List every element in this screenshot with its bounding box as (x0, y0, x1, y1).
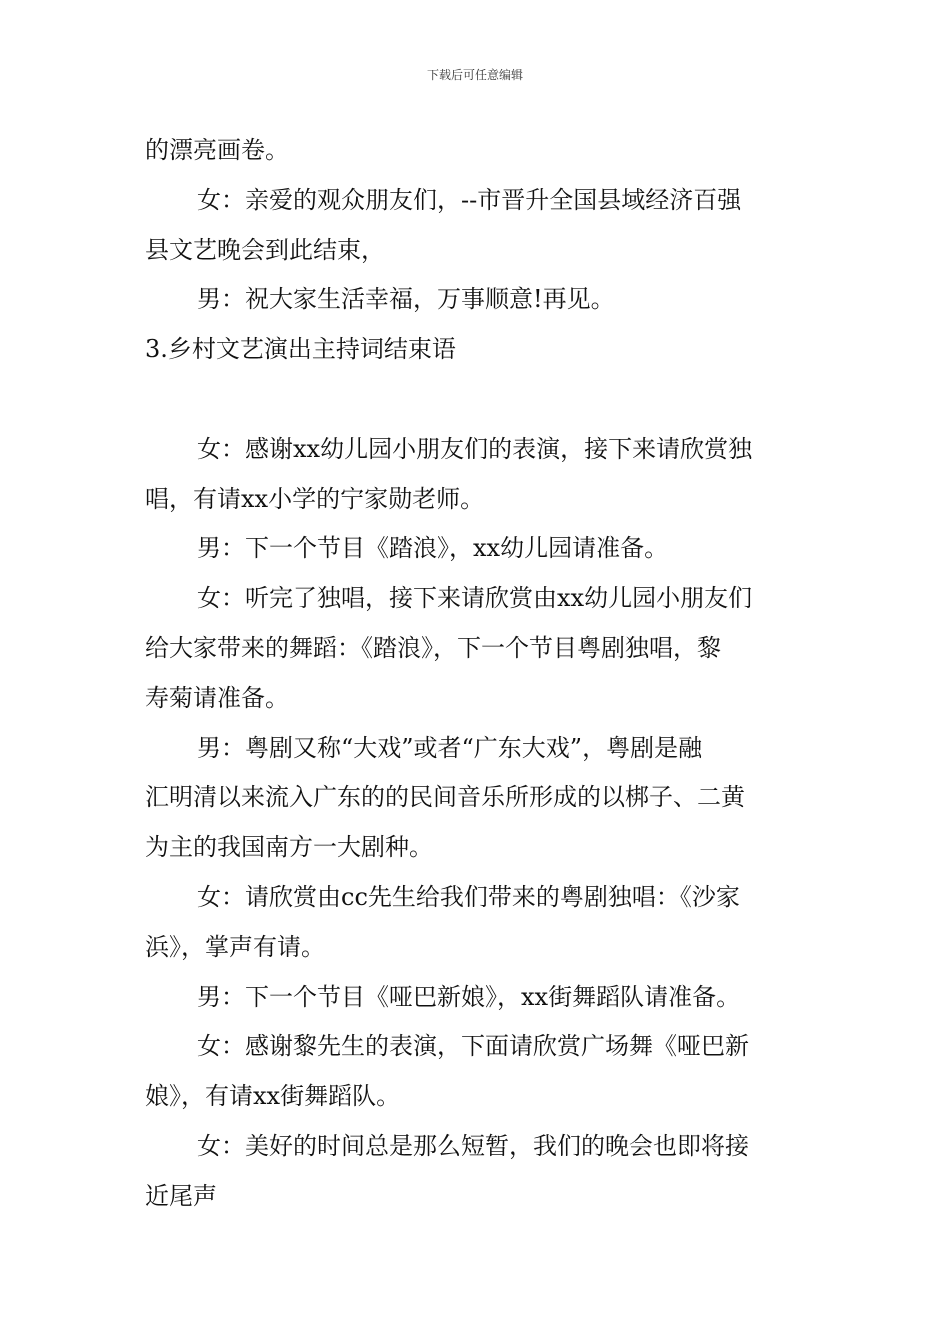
dialogue-line: 男：下一个节目《踏浪》，xx幼儿园请准备。 (197, 534, 669, 563)
page-header: 下载后可任意编辑 (426, 68, 523, 82)
dialogue-line: 女：美好的时间总是那么短暂，我们的晚会也即将接 (197, 1131, 749, 1160)
document-body (145, 126, 810, 1222)
text-line: 近尾声 (145, 1181, 217, 1210)
dialogue-line: 男：粤剧又称“大戏”或者“广东大戏”，粤剧是融 (197, 733, 703, 762)
dialogue-line: 女：亲爱的观众朋友们，--市晋升全国县域经济百强 (197, 185, 742, 214)
text-line: 汇明清以来流入广东的的民间音乐所形成的以梆子、二黄 (145, 783, 745, 812)
text-line: 娘》，有请xx街舞蹈队。 (145, 1082, 401, 1111)
dialogue-line: 女：请欣赏由cc先生给我们带来的粤剧独唱：《沙家 (197, 882, 740, 911)
dialogue-line: 男：下一个节目《哑巴新娘》，xx街舞蹈队请准备。 (197, 982, 741, 1011)
section-heading: 3.乡村文艺演出主持词结束语 (145, 335, 456, 364)
dialogue-line: 女：感谢黎先生的表演，下面请欣赏广场舞《哑巴新 (197, 1032, 749, 1061)
text-line: 唱，有请xx小学的宁家勋老师。 (145, 484, 485, 513)
text-line: 县文艺晚会到此结束， (145, 235, 385, 264)
text-line: 给大家带来的舞蹈：《踏浪》，下一个节目粤剧独唱，黎 (145, 633, 721, 662)
text-line: 的漂亮画卷。 (145, 136, 289, 164)
text-line: 浜》，掌声有请。 (145, 932, 325, 961)
dialogue-line: 男：祝大家生活幸福，万事顺意!再见。 (197, 285, 615, 314)
blank-line (145, 375, 810, 425)
text-line: 寿菊请准备。 (145, 683, 289, 712)
dialogue-line: 女：感谢xx幼儿园小朋友们的表演，接下来请欣赏独 (197, 434, 753, 463)
dialogue-line: 女：听完了独唱，接下来请欣赏由xx幼儿园小朋友们 (197, 584, 753, 613)
text-line: 为主的我国南方一大剧种。 (145, 833, 433, 862)
